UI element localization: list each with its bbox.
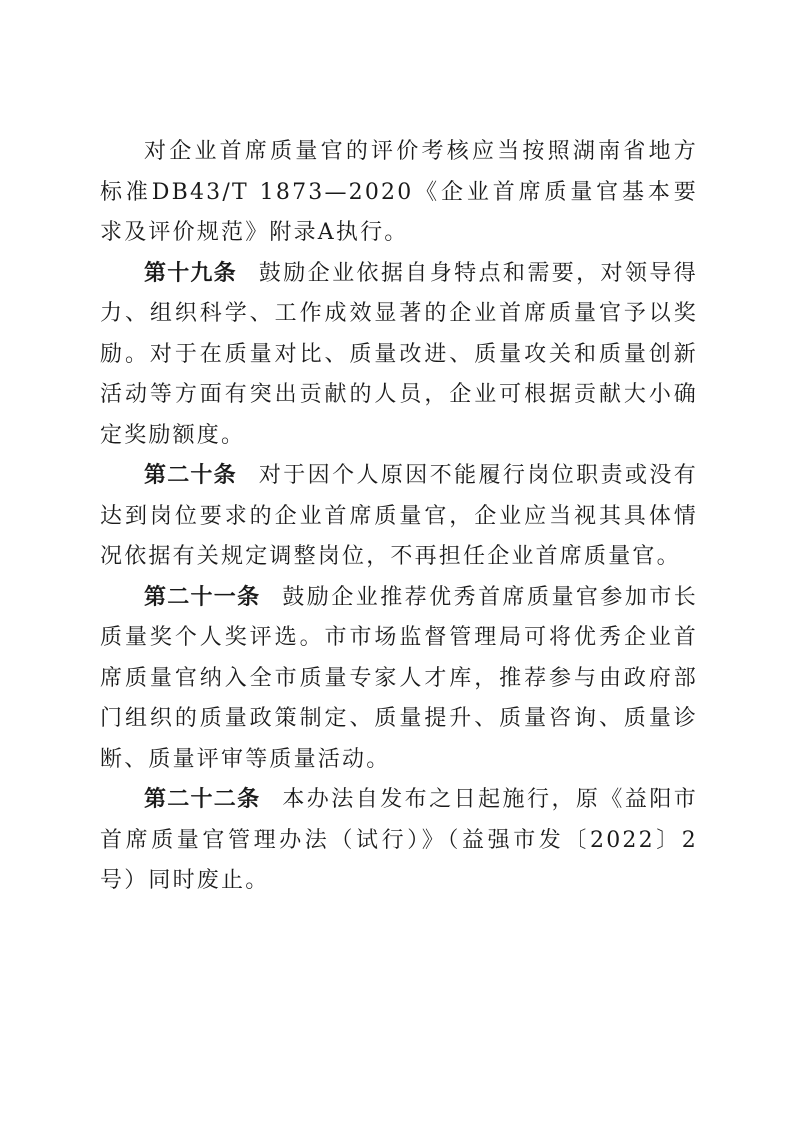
article-text: 鼓励企业依据自身特点和需要，对领导得力、组织科学、工作成效显著的企业首席质量官予以奖励。对于在质量对比、质量改进、质量攻关和质量创新活动等方面有突出贡献的人员，企业可根据贡献大小确定奖励额度。 [100, 260, 698, 448]
article-number: 第十九条 [144, 260, 237, 286]
article-19 [100, 254, 698, 457]
article-text: 对于因个人原因不能履行岗位职责或没有达到岗位要求的企业首席质量官，企业应当视其具体情况依据有关规定调整岗位，不再担任企业首席质量官。 [100, 463, 698, 569]
article-number: 第二十条 [144, 463, 237, 488]
article-number: 第二十二条 [144, 787, 261, 812]
article-text: 本办法自发布之日起施行，原《益阳市首席质量官管理办法（试行）》（益强市发〔2022〕2号）同时废止。 [100, 787, 698, 893]
article-number: 第二十一条 [144, 584, 261, 610]
paragraph-text: 对企业首席质量官的评价考核应当按照湖南省地方标准DB43/T 1873—2020《企业首席质量官基本要求及评价规范》附录A执行。 [100, 139, 698, 245]
article-text: 鼓励企业推荐优秀首席质量官参加市长质量奖个人奖评选。市市场监督管理局可将优秀企业首席质量官纳入全市质量专家人才库，推荐参与由政府部门组织的质量政策制定、质量提升、质量咨询、质量诊断、质量评审等质量活动。 [100, 584, 698, 772]
paragraph-evaluation [100, 132, 698, 254]
article-21 [100, 578, 698, 781]
article-22 [100, 780, 698, 902]
article-20 [100, 456, 698, 578]
